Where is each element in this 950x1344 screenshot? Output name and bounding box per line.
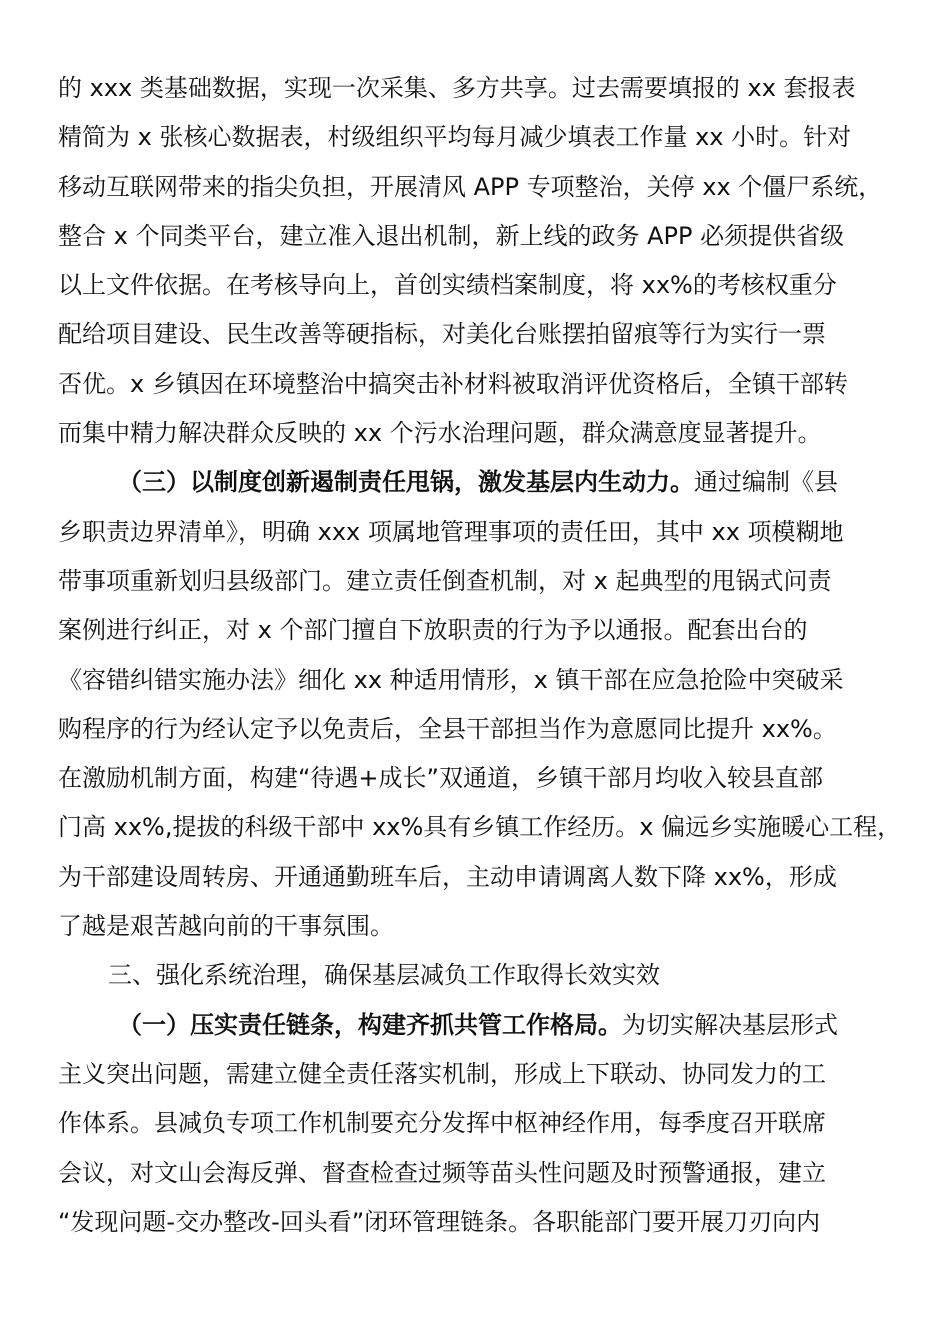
document-page bbox=[58, 68, 910, 1251]
text-line: 会议，对文山会海反弹、督查检查过频等苗头性问题及时预警通报，建立 bbox=[58, 1158, 826, 1187]
text-line: 乡职责边界清单》，明确 xxx 项属地管理事项的责任田，其中 xx 项模糊地 bbox=[58, 517, 844, 546]
text-line: 了越是艰苦越向前的干事氛围。 bbox=[58, 912, 394, 941]
text-line: 而集中精力解决群众反映的 xx 个污水治理问题，群众满意度显著提升。 bbox=[58, 419, 822, 448]
paragraph-responsibility-chain bbox=[58, 1005, 910, 1251]
text-line: “发现问题-交办整改-回头看”闭环管理链条。各职能部门要开展刀刃向内 bbox=[58, 1207, 821, 1236]
text-run: 为切实解决基层形式 bbox=[622, 1010, 838, 1039]
text-line bbox=[58, 1005, 910, 1054]
text-line bbox=[58, 462, 910, 511]
text-line: 移动互联网带来的指尖负担，开展清风 APP 专项整治，关停 xx 个僵尸系统， bbox=[58, 172, 883, 201]
subsection-heading: （一）压实责任链条，构建齐抓共管工作格局。 bbox=[118, 1010, 622, 1039]
paragraph-institutional-innovation bbox=[58, 462, 910, 955]
text-line: 主义突出问题，需建立健全责任落实机制，形成上下联动、协同发力的工 bbox=[58, 1059, 826, 1088]
text-line: 否优。x 乡镇因在环境整治中搞突击补材料被取消评优资格后，全镇干部转 bbox=[58, 369, 848, 398]
subsection-heading: （三）以制度创新遏制责任甩锅，激发基层内生动力。 bbox=[118, 468, 694, 497]
text-line: 为干部建设周转房、开通通勤班车后，主动申请调离人数下降 xx%，形成 bbox=[58, 862, 837, 891]
text-line: 以上文件依据。在考核导向上，首创实绩档案制度，将 xx%的考核权重分 bbox=[58, 271, 837, 300]
text-run: 通过编制《县 bbox=[694, 468, 838, 497]
text-line: 购程序的行为经认定予以免责后，全县干部担当作为意愿同比提升 xx%。 bbox=[58, 714, 837, 743]
text-line: 《容错纠错实施办法》细化 xx 种适用情形，x 镇干部在应急抢险中突破采 bbox=[58, 665, 844, 694]
text-line: 作体系。县减负专项工作机制要充分发挥中枢神经作用，每季度召开联席 bbox=[58, 1109, 826, 1138]
text-line: 门高 xx%,提拔的科级干部中 xx%具有乡镇工作经历。x 偏远乡实施暖心工程， bbox=[58, 813, 902, 842]
section-heading: 三、强化系统治理，确保基层减负工作取得长效实效 bbox=[108, 961, 660, 990]
text-line: 的 xxx 类基础数据，实现一次采集、多方共享。过去需要填报的 xx 套报表 bbox=[58, 74, 856, 102]
text-line: 精简为 x 张核心数据表，村级组织平均每月减少填表工作量 xx 小时。针对 bbox=[58, 123, 852, 152]
text-line: 配给项目建设、民生改善等硬指标，对美化台账摆拍留痕等行为实行一票 bbox=[58, 320, 826, 349]
paragraph-data-sharing bbox=[58, 68, 910, 462]
text-line: 带事项重新划归县级部门。建立责任倒查机制，对 x 起典型的甩锅式问责 bbox=[58, 566, 832, 595]
text-line: 整合 x 个同类平台，建立准入退出机制，新上线的政务 APP 必须提供省级 bbox=[58, 221, 845, 250]
text-line: 案例进行纠正，对 x 个部门擅自下放职责的行为予以通报。配套出台的 bbox=[58, 616, 808, 645]
text-line: 在激励机制方面，构建“待遇+成长”双通道，乡镇干部月均收入较县直部 bbox=[58, 764, 823, 793]
